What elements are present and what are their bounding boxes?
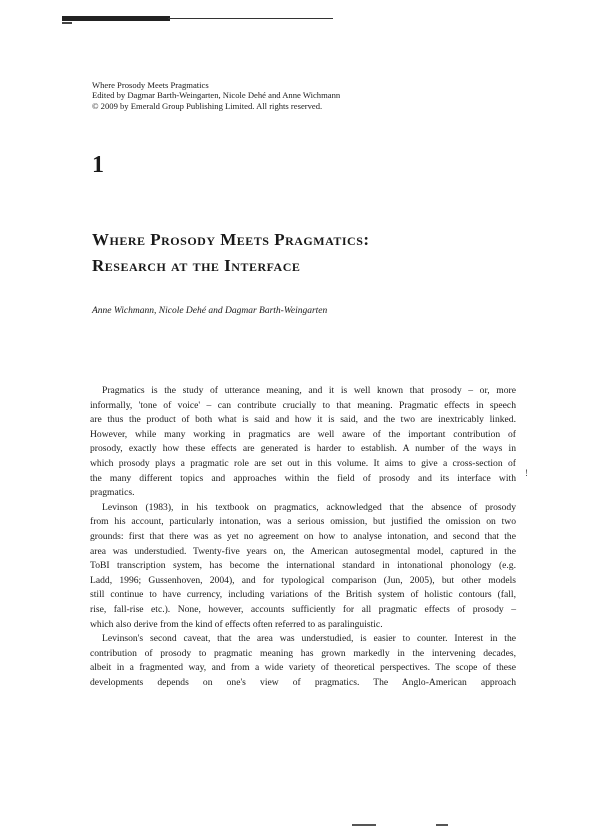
chapter-title-line-1: Where Prosody Meets Pragmatics: (92, 230, 370, 249)
paragraph-1 (90, 384, 516, 501)
text-line: informally, 'tone of voice' – can contribute crucially to that meaning. Pragmatic effects in speech (90, 399, 516, 411)
text-line: still continue to have currency, including variations of the British system of holistic contours (fall, (90, 589, 516, 601)
text-line: ToBI transcription system, has become the international standard in intonational phonology (e.g. (90, 560, 516, 572)
text-line: from his account, particularly intonation, was a serious omission, but justified the omission on two (90, 516, 516, 528)
text-line: albeit in a fragmented way, and from a wide variety of theoretical perspectives. The scope of these (90, 662, 516, 674)
scan-artifact-footer (436, 824, 448, 826)
copyright-notice: © 2009 by Emerald Group Publishing Limited. All rights reserved. (92, 100, 323, 111)
scan-artifact-tick (62, 22, 72, 24)
text-line: rise, fall-rise etc.). None, however, accounts sufficiently for all pragmatic effects of prosody – (90, 603, 516, 615)
text-line: are thus the product of both what is said and how it is said, and the two are inextricably linked. (90, 414, 516, 426)
margin-mark: ! (525, 468, 528, 478)
scan-artifact-line (168, 18, 333, 19)
text-line: prosody, exactly how these effects are generated is harder to establish. A number of the ways in (90, 443, 516, 455)
chapter-number: 1 (92, 152, 104, 178)
scan-artifact-bar (62, 16, 170, 21)
text-line: which prosody plays a pragmatic role are set out in this volume. It aims to give a cross-section of (90, 457, 516, 469)
paragraph-3 (90, 632, 516, 690)
text-line: However, while many working in pragmatics are well aware of the important contribution of (90, 428, 516, 440)
text-line: Levinson (1983), in his textbook on pragmatics, acknowledged that the absence of prosody (102, 501, 516, 513)
text-line: developments depends on one's view of pragmatics. The Anglo-American approach (90, 676, 516, 688)
paragraph-2 (90, 501, 516, 632)
text-line: area was understudied. Twenty-five years on, the American autosegmental model, captured in the (90, 545, 516, 557)
book-editors: Edited by Dagmar Barth-Weingarten, Nicole Dehé and Anne Wichmann (92, 90, 341, 101)
body-text (90, 384, 516, 690)
text-line: the many different topics and approaches within the field of prosody and its interface with (90, 472, 516, 484)
book-title: Where Prosody Meets Pragmatics (92, 80, 209, 90)
book-metadata (92, 80, 492, 111)
text-line: pragmatics. (90, 487, 135, 499)
chapter-authors: Anne Wichmann, Nicole Dehé and Dagmar Barth-Weingarten (92, 306, 328, 316)
chapter-title (92, 227, 512, 279)
text-line: Levinson's second caveat, that the area was understudied, is easier to counter. Interest in the (102, 633, 516, 645)
text-line: contribution of prosody to pragmatic meaning has grown markedly in the intervening decades, (90, 647, 516, 659)
text-line: Pragmatics is the study of utterance meaning, and it is well known that prosody – or, more (102, 385, 516, 396)
text-line: Ladd, 1996; Gussenhoven, 2004), and for typological comparison (Jun, 2005), but other models (90, 574, 516, 586)
scan-artifact-footer (352, 824, 376, 826)
text-line: which also derive from the kind of effects often referred to as paralinguistic. (90, 618, 383, 630)
text-line: grounds: first that there was as yet no agreement on how to analyse intonation, and second that the (90, 530, 516, 542)
chapter-title-line-2: Research at the Interface (92, 256, 301, 275)
